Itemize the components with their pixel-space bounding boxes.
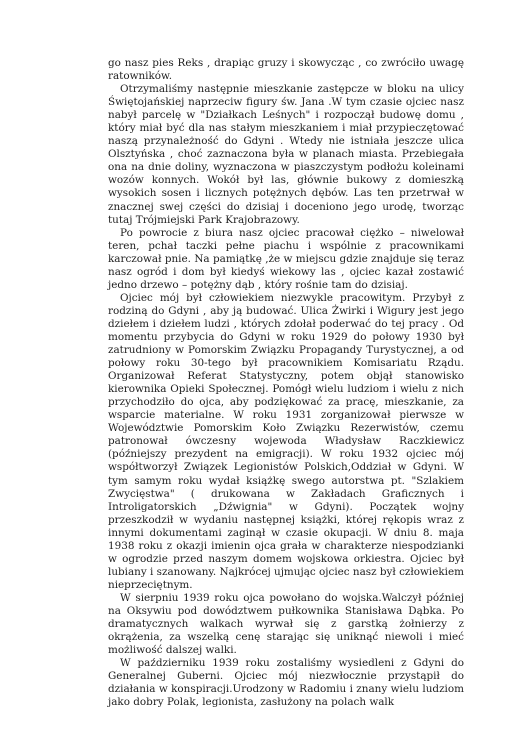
paragraph: go nasz pies Reks , drapiąc gruzy i skowycząc , co zwróciło uwagę ratowników. (108, 57, 464, 83)
document-body (108, 57, 464, 709)
paragraph: Otrzymaliśmy następnie mieszkanie zastępcze w bloku na ulicy Świętojańskiej naprzeciw figury św. Jana .W tym czasie ojciec nasz nabył parcelę w "Działkach Leśnych" i rozpoczął budowę domu , który miał być dla nas stałym mieszkaniem i miał przypieczętować naszą przynależność do Gdyni . Wtedy nie istniała jeszcze ulica Olsztyńska , choć zaznaczona była w planach miasta. Przebiegała ona na dnie doliny, wyznaczona w piaszczystym podłożu koleinami wozów konnych. Wokół był las, głównie bukowy z domieszką wysokich sosen i licznych potężnych dębów. Las ten przetrwał w znacznej swej części do dzisiaj i doceniono jego urodę, tworząc tutaj Trójmiejski Park Krajobrazowy. (108, 83, 464, 226)
paragraph: W październiku 1939 roku zostaliśmy wysiedleni z Gdyni do Generalnej Guberni. Ojciec mój niezwłocznie przystąpił do działania w konspiracji.Urodzony w Radomiu i znany wielu ludziom jako dobry Polak, legionista, zasłużony na polach walk (108, 657, 464, 709)
paragraph: W sierpniu 1939 roku ojca powołano do wojska.Walczył później na Oksywiu pod dowództwem pułkownika Stanisława Dąbka. Po dramatycznych walkach wyrwał się z garstką żołnierzy z okrążenia, za wszelką cenę starając się uniknąć niewoli i mieć możliwość dalszej walki. (108, 591, 464, 657)
paragraph: Po powrocie z biura nasz ojciec pracował ciężko – niwelował teren, pchał taczki pełne piachu i wspólnie z pracownikami karczował pnie. Na pamiątkę ,że w miejscu gdzie znajduje się teraz nasz ogród i dom był kiedyś wiekowy las , ojciec kazał zostawić jedno drzewo – potężny dąb , który rośnie tam do dzisiaj. (108, 226, 464, 291)
paragraph: Ojciec mój był człowiekiem niezwykle pracowitym. Przybył z rodziną do Gdyni , aby ją budować. Ulica Żwirki i Wigury jest jego dziełem i dziełem ludzi , których zdołał poderwać do tej pracy . Od momentu przybycia do Gdyni w roku 1929 do połowy 1930 był zatrudniony w Pomorskim Związku Propagandy Turystycznej, a od połowy roku 30-tego był pracownikiem Komisariatu Rządu. Organizował Referat Statystyczny, potem objął stanowisko kierownika Opieki Społecznej. Pomógł wielu ludziom i wielu z nich przychodziło do ojca, aby podziękować za pracę, mieszkanie, za wsparcie materialne. W roku 1931 zorganizował pierwsze w Województwie Pomorskim Koło Związku Rezerwistów, czemu patronował ówczesny wojewoda Władysław Raczkiewicz (późniejszy prezydent na emigracji). W roku 1932 ojciec mój współtworzył Związek Legionistów Polskich,Oddział w Gdyni. W tym samym roku wydał książkę swego autorstwa pt. "Szlakiem Zwycięstwa" ( drukowana w Zakładach Graficznych i Introligatorskich „Dźwignia" w Gdyni). Początek wojny przeszkodził w wydaniu następnej książki, której rękopis wraz z innymi dokumentami zaginął w czasie okupacji. W dniu 8. maja 1938 roku z okazji imienin ojca grała w charakterze niespodzianki w ogrodzie przed naszym domem wojskowa orkiestra. Ojciec był lubiany i szanowany. Najkrócej ujmując ojciec nasz był człowiekiem nieprzeciętnym. (108, 291, 465, 591)
